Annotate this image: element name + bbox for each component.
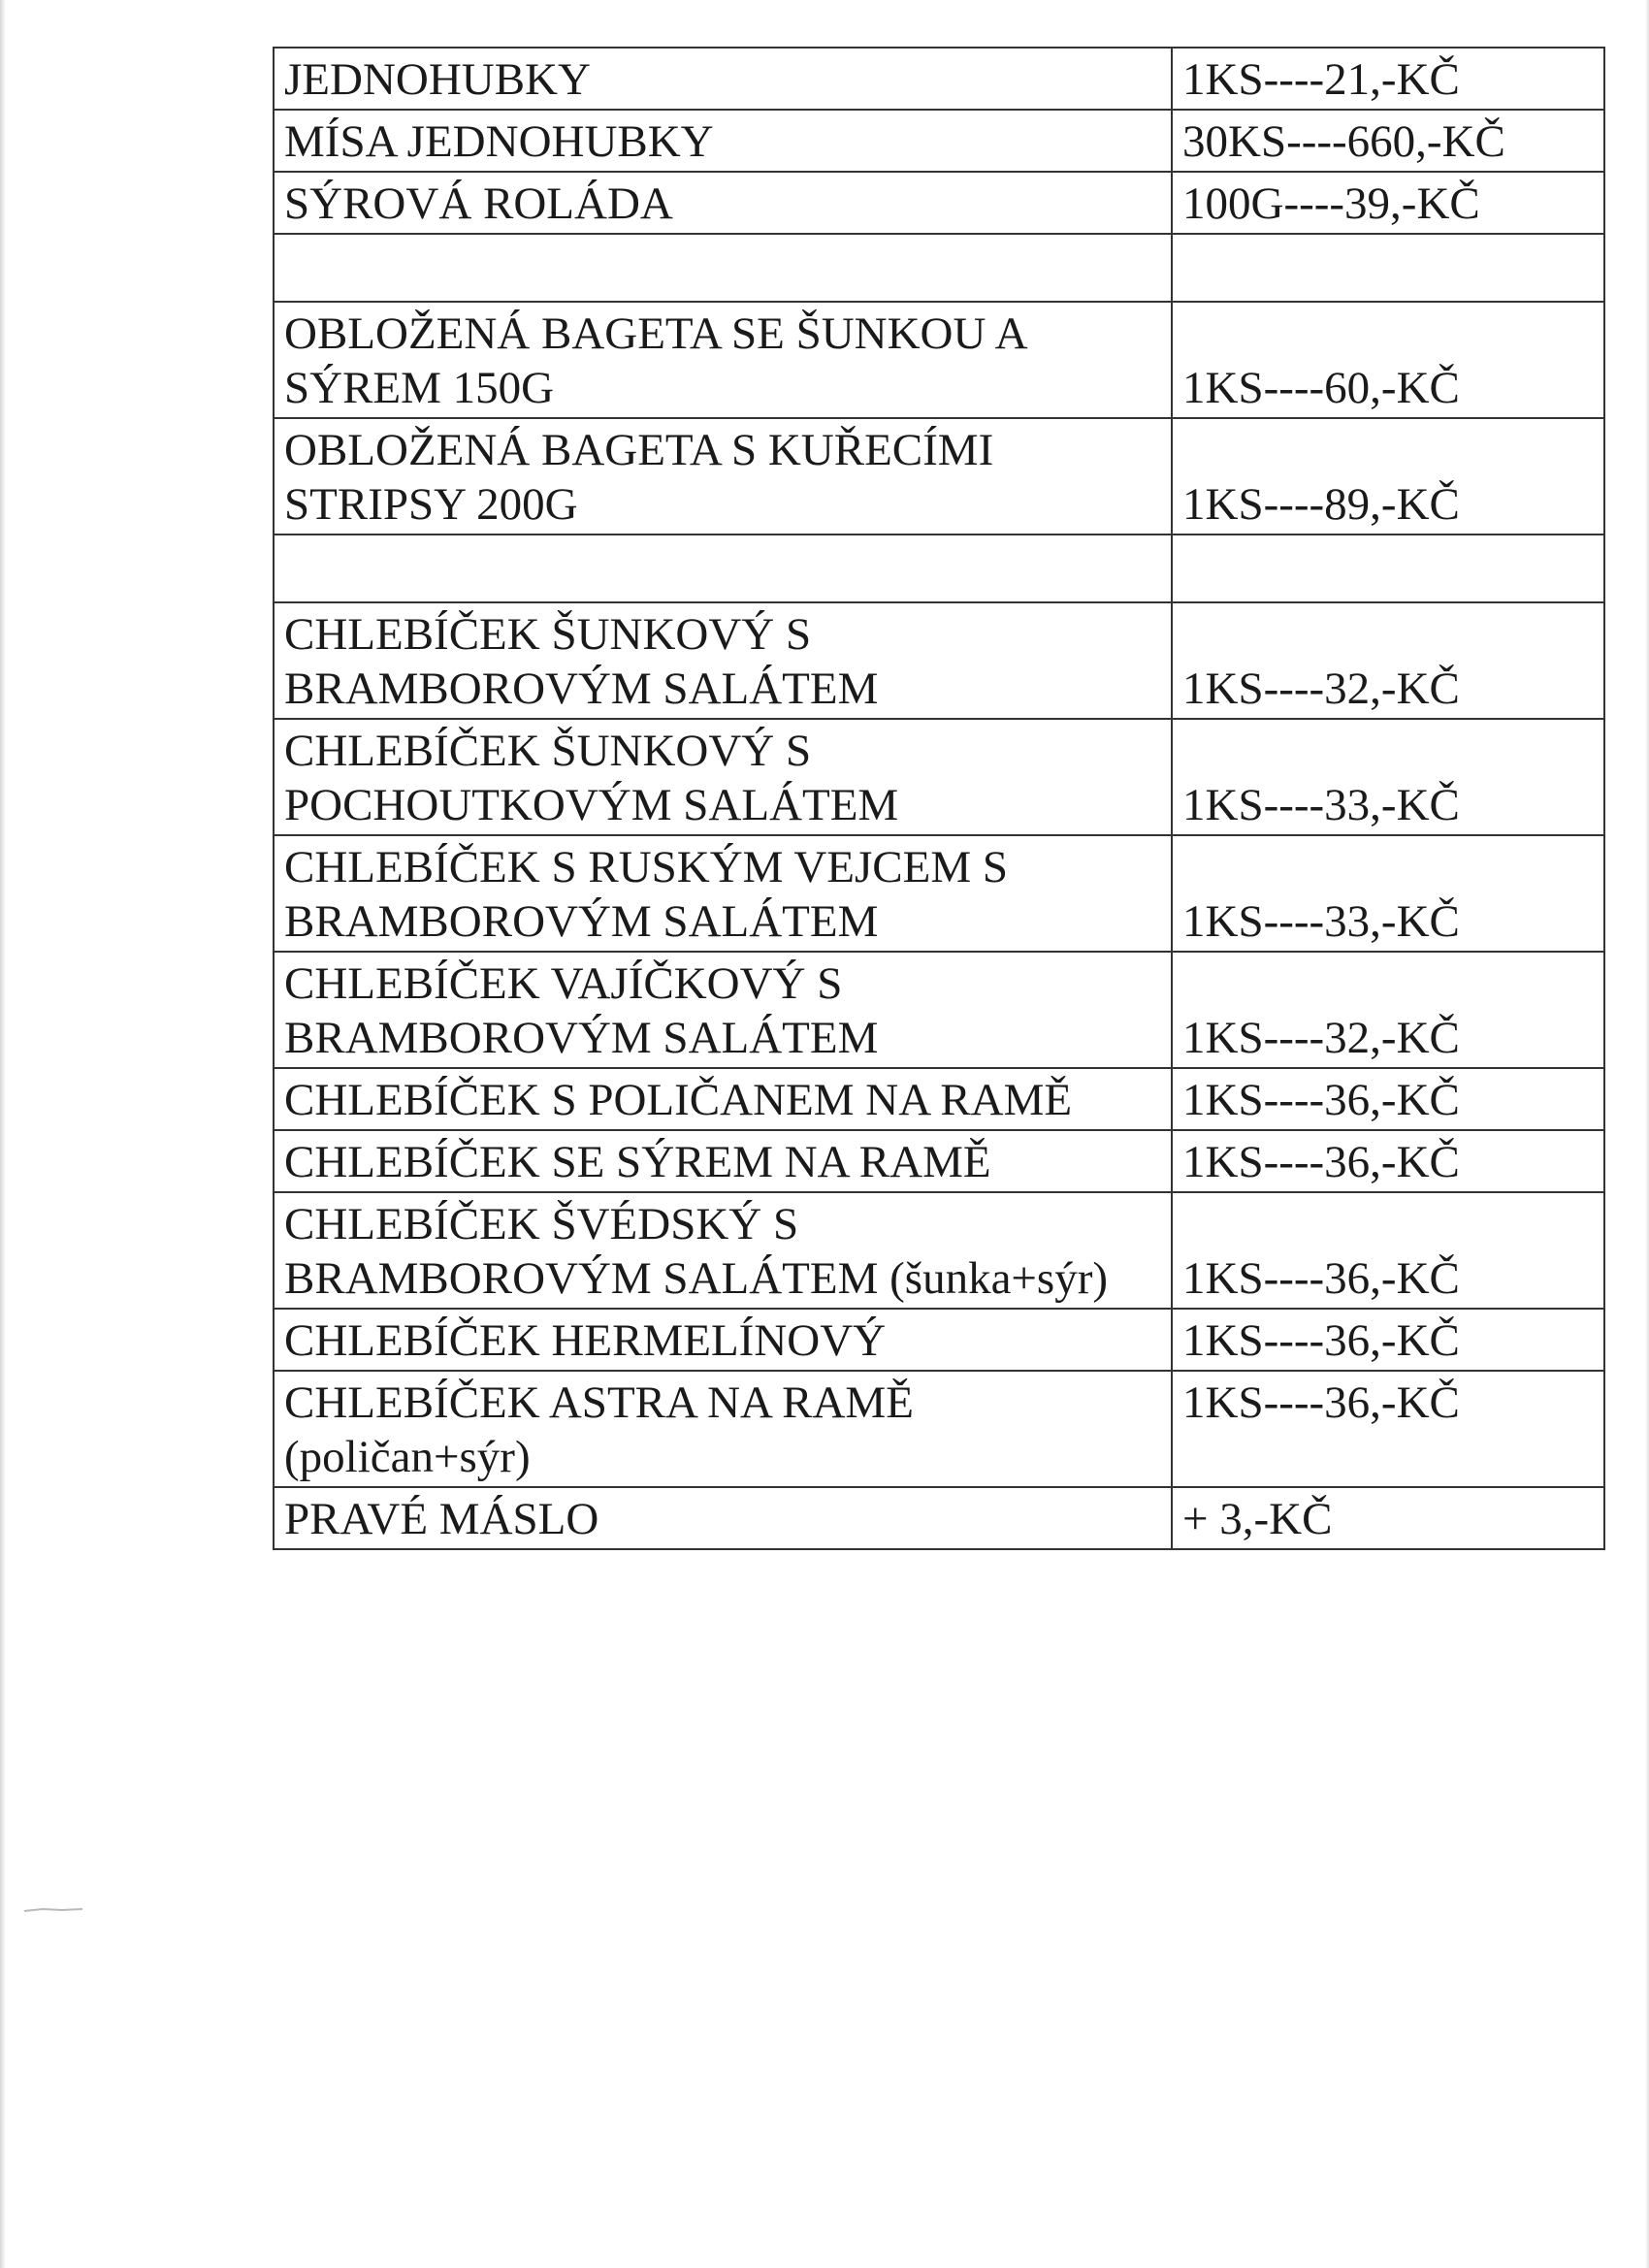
- item-name-line: JEDNOHUBKY: [284, 54, 591, 105]
- item-cell: [274, 234, 1172, 302]
- price-cell: 1KS----32,-KČ: [1172, 602, 1604, 719]
- price-cell: 1KS----36,-KČ: [1172, 1192, 1604, 1309]
- item-name-line: CHLEBÍČEK ŠVÉDSKÝ S: [284, 1199, 799, 1249]
- item-name-line: OBLOŽENÁ BAGETA SE ŠUNKOU A: [284, 308, 1028, 359]
- price-cell: 100G----39,-KČ: [1172, 172, 1604, 234]
- table-row: [274, 48, 1604, 110]
- table-row: [274, 1192, 1604, 1309]
- price-cell: 1KS----60,-KČ: [1172, 302, 1604, 418]
- scan-edge-right: [1645, 0, 1649, 2268]
- price-cell: 1KS----36,-KČ: [1172, 1371, 1604, 1487]
- scan-edge-left: [0, 0, 6, 2268]
- price-cell: 1KS----33,-KČ: [1172, 835, 1604, 952]
- item-name-line: BRAMBOROVÝM SALÁTEM (šunka+sýr): [284, 1253, 1109, 1304]
- item-cell: [274, 535, 1172, 602]
- table-row: [274, 1487, 1604, 1549]
- item-cell: [274, 1371, 1172, 1487]
- item-cell: [274, 1068, 1172, 1130]
- item-name-line: CHLEBÍČEK VAJÍČKOVÝ S: [284, 958, 843, 1009]
- price-list-body: [274, 48, 1604, 1549]
- table-row: [274, 1309, 1604, 1371]
- item-name-line: CHLEBÍČEK ŠUNKOVÝ S: [284, 726, 812, 776]
- item-name-line: BRAMBOROVÝM SALÁTEM: [284, 664, 879, 714]
- item-name-line: CHLEBÍČEK HERMELÍNOVÝ: [284, 1315, 887, 1366]
- item-cell: [274, 835, 1172, 952]
- item-cell: [274, 1130, 1172, 1192]
- price-cell: 1KS----32,-KČ: [1172, 952, 1604, 1068]
- table-row: [274, 719, 1604, 835]
- item-cell: [274, 48, 1172, 110]
- price-cell: 1KS----21,-KČ: [1172, 48, 1604, 110]
- item-name-line: MÍSA JEDNOHUBKY: [284, 116, 714, 167]
- table-row: [274, 1068, 1604, 1130]
- item-name-line: CHLEBÍČEK SE SÝREM NA RAMĚ: [284, 1137, 991, 1187]
- table-row: [274, 418, 1604, 535]
- item-name-line: SÝROVÁ ROLÁDA: [284, 178, 673, 229]
- blank-row: [274, 535, 1604, 602]
- price-cell: 1KS----33,-KČ: [1172, 719, 1604, 835]
- item-cell: [274, 172, 1172, 234]
- item-name-line: BRAMBOROVÝM SALÁTEM: [284, 1013, 879, 1063]
- item-name-line: (poličan+sýr): [284, 1432, 531, 1482]
- item-name-line: CHLEBÍČEK S RUSKÝM VEJCEM S: [284, 842, 1009, 892]
- table-row: [274, 602, 1604, 719]
- table-row: [274, 110, 1604, 172]
- item-cell: [274, 719, 1172, 835]
- item-cell: [274, 1309, 1172, 1371]
- item-name-line: BRAMBOROVÝM SALÁTEM: [284, 896, 879, 947]
- table-row: [274, 1130, 1604, 1192]
- blank-row: [274, 234, 1604, 302]
- item-cell: [274, 110, 1172, 172]
- table-row: [274, 302, 1604, 418]
- table-row: [274, 1371, 1604, 1487]
- item-name-line: SÝREM 150G: [284, 363, 555, 413]
- price-cell: [1172, 535, 1604, 602]
- item-name-line: OBLOŽENÁ BAGETA S KUŘECÍMI: [284, 425, 994, 475]
- item-cell: [274, 418, 1172, 535]
- item-name-line: PRAVÉ MÁSLO: [284, 1494, 599, 1544]
- item-cell: [274, 1192, 1172, 1309]
- price-cell: 1KS----36,-KČ: [1172, 1130, 1604, 1192]
- price-list-table: [273, 47, 1605, 1550]
- item-cell: [274, 1487, 1172, 1549]
- item-cell: [274, 302, 1172, 418]
- item-cell: [274, 602, 1172, 719]
- item-name-line: POCHOUTKOVÝM SALÁTEM: [284, 780, 899, 830]
- table-row: [274, 172, 1604, 234]
- pencil-mark-icon: [23, 1907, 83, 1913]
- item-name-line: CHLEBÍČEK S POLIČANEM NA RAMĚ: [284, 1075, 1073, 1125]
- item-cell: [274, 952, 1172, 1068]
- price-cell: 1KS----36,-KČ: [1172, 1309, 1604, 1371]
- price-cell: + 3,-KČ: [1172, 1487, 1604, 1549]
- table-row: [274, 952, 1604, 1068]
- price-cell: 1KS----36,-KČ: [1172, 1068, 1604, 1130]
- item-name-line: STRIPSY 200G: [284, 479, 578, 530]
- item-name-line: CHLEBÍČEK ŠUNKOVÝ S: [284, 609, 812, 660]
- item-name-line: CHLEBÍČEK ASTRA NA RAMĚ: [284, 1377, 914, 1428]
- table-row: [274, 835, 1604, 952]
- price-cell: 30KS----660,-KČ: [1172, 110, 1604, 172]
- price-cell: 1KS----89,-KČ: [1172, 418, 1604, 535]
- price-cell: [1172, 234, 1604, 302]
